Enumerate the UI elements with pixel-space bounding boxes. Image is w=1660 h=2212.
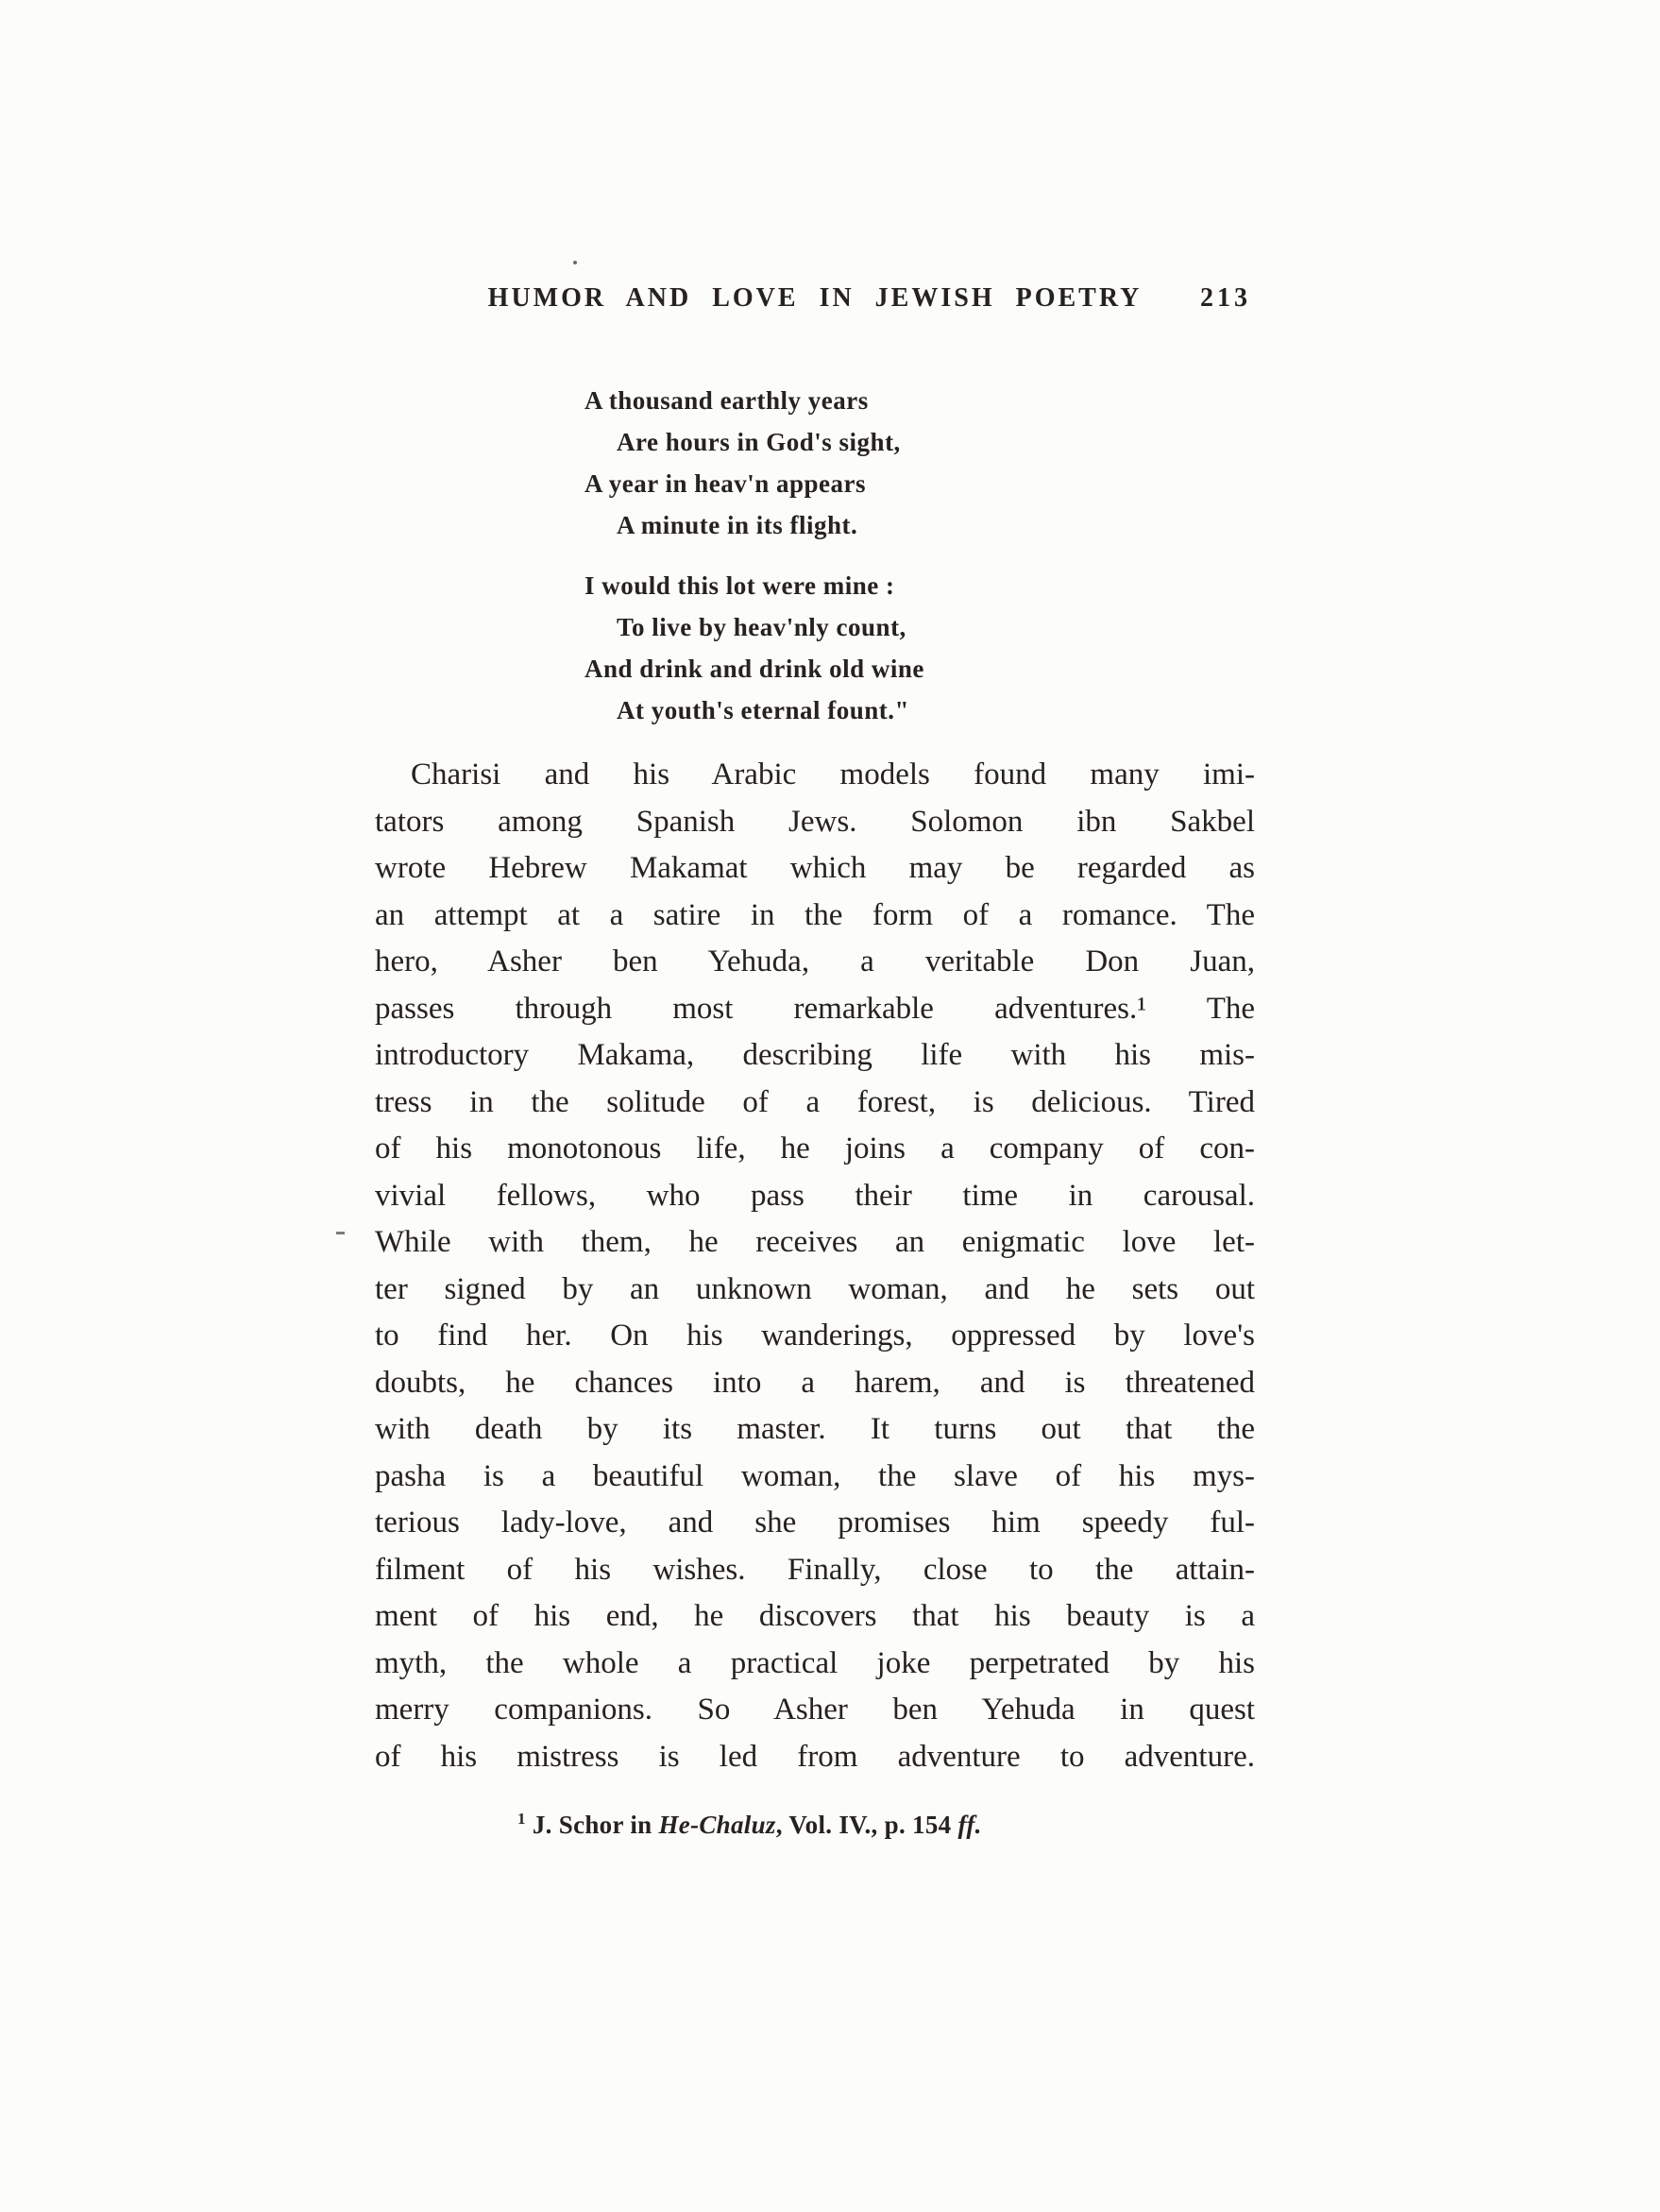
poem-line: And drink and drink old wine [584,655,924,683]
page-number: 213 [1200,283,1251,313]
body-line: ter signed by an unknown woman, and he sets out [375,1271,1255,1306]
poem-stanza [584,380,1255,546]
body-line: to find her. On his wanderings, oppressed by love's [375,1319,1255,1353]
poem-stanza [584,565,1255,731]
poem-line: A thousand earthly years [584,386,869,415]
poem-line: A year in heav'n appears [584,469,867,498]
footnote-marker: 1 [517,1810,526,1828]
page-column [375,0,1255,1840]
body-line: terious lady-love, and she promises him speedy ful- [375,1506,1255,1540]
body-line: doubts, he chances into a harem, and is threatened [375,1365,1255,1400]
body-line: introductory Makama, describing life with his mis- [375,1038,1255,1072]
poem [584,380,1255,731]
footnote-work-title: ff. [957,1811,982,1839]
poem-line: At youth's eternal fount." [617,696,909,724]
body-line: merry companions. So Asher ben Yehuda in quest [375,1693,1255,1727]
body-line: passes through most remarkable adventures.¹ The [375,991,1255,1026]
footnote [375,1811,1255,1840]
poem-line: To live by heav'nly count, [617,613,906,641]
body-line: an attempt at a satire in the form of a romance. The [375,897,1255,932]
running-header [375,283,1255,323]
poem-line: I would this lot were mine : [584,571,895,600]
body-paragraph [375,752,1255,1780]
body-line: ment of his end, he discovers that his beauty is a [375,1599,1255,1633]
footnote-text: J. Schor in [525,1811,659,1839]
page-title: HUMOR AND LOVE IN JEWISH POETRY [487,283,1143,313]
body-line: pasha is a beautiful woman, the slave of his mys- [375,1458,1255,1493]
body-line: with death by its master. It turns out that the [375,1412,1255,1446]
body-line: While with them, he receives an enigmatic love let- [375,1225,1255,1259]
body-line: filment of his wishes. Finally, close to the attain- [375,1552,1255,1587]
body-line: vivial fellows, who pass their time in carousal. [375,1178,1255,1213]
body-line: of his monotonous life, he joins a company of con- [375,1132,1255,1166]
body-line: Charisi and his Arabic models found many imi- [411,757,1255,791]
body-line: wrote Hebrew Makamat which may be regarded as [375,851,1255,885]
body-line: tators among Spanish Jews. Solomon ibn Sakbel [375,804,1255,839]
scan-speck [336,1232,345,1234]
footnote-text: , Vol. IV., p. 154 [775,1811,958,1839]
body-line: tress in the solitude of a forest, is delicious. Tired [375,1084,1255,1119]
poem-line: Are hours in God's sight, [617,428,901,456]
body-line: hero, Asher ben Yehuda, a veritable Don Juan, [375,944,1255,978]
body-line: myth, the whole a practical joke perpetrated by his [375,1645,1255,1680]
footnote-work-title: He-Chaluz [658,1811,776,1839]
body-line: of his mistress is led from adventure to adventure. [375,1739,1255,1774]
poem-line: A minute in its flight. [617,511,858,539]
